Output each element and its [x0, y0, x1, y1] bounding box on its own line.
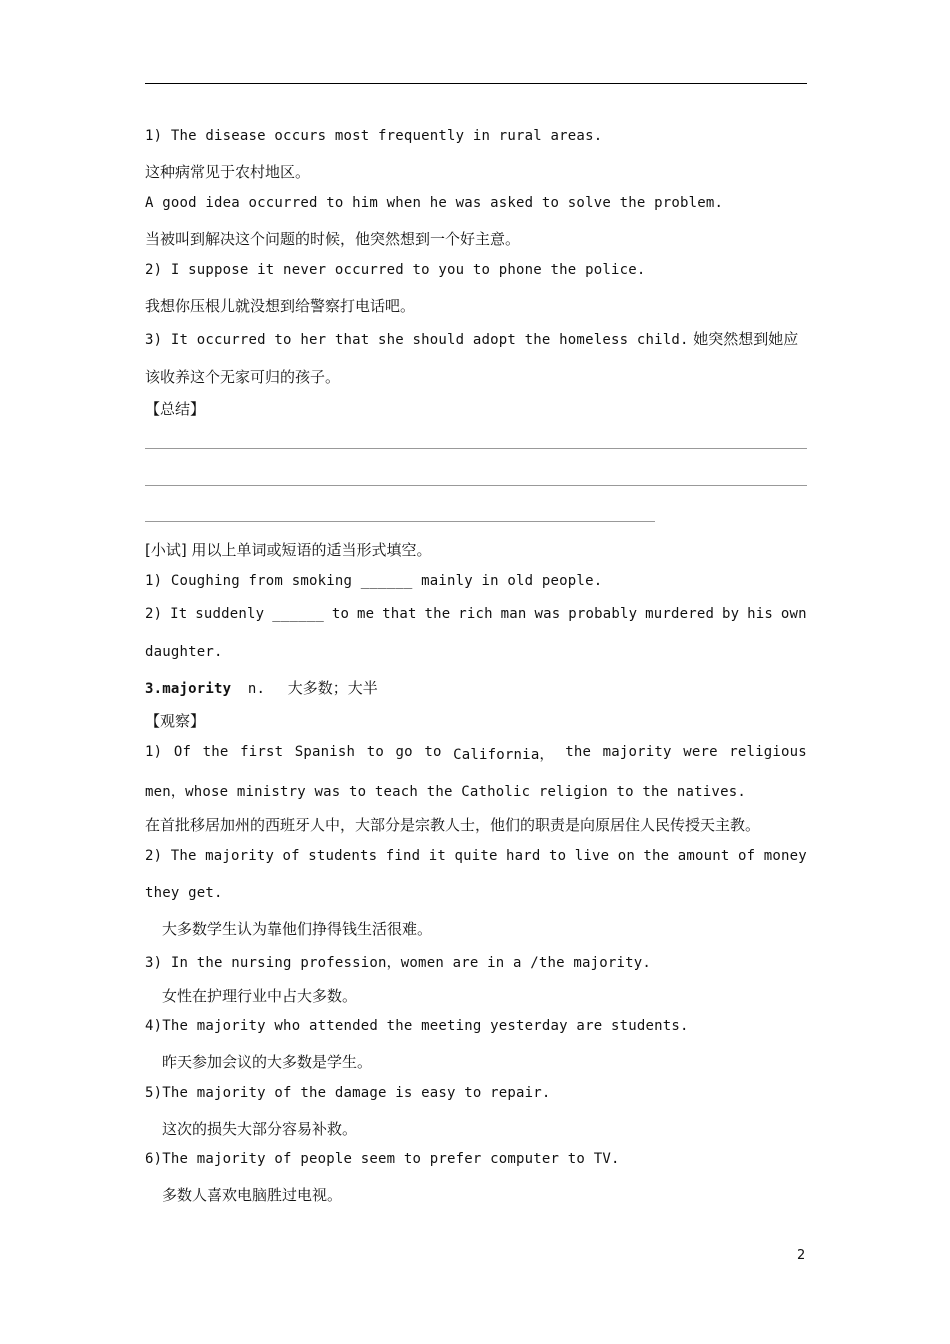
majority-example-2-cn: 大多数学生认为靠他们挣得钱生活很难。: [162, 920, 433, 938]
word: murdered: [645, 606, 715, 622]
example-2-en: 2) I suppose it never occurred to you to phone the police.: [145, 262, 646, 278]
example-3-cn-start: 她突然想到她应: [693, 330, 799, 348]
word: suddenly: [195, 606, 265, 622]
word: the: [202, 744, 229, 760]
example-1b-en: A good idea occurred to him when he was asked to solve the problem.: [145, 195, 724, 211]
word: of: [738, 848, 756, 864]
page-number: 2: [797, 1248, 806, 1263]
example-2-cn: 我想你压根儿就没想到给警察打电话吧。: [145, 297, 416, 315]
majority-example-6-en: 6)The majority of people seem to prefer computer to TV.: [145, 1151, 620, 1167]
meaning: 大多数；大半: [287, 679, 378, 697]
word: on: [617, 848, 635, 864]
word: majority: [205, 848, 275, 864]
word: was: [534, 606, 561, 622]
majority-example-5-en: 5)The majority of the damage is easy to repair.: [145, 1085, 551, 1101]
example-3-line: [145, 328, 798, 349]
word: first: [240, 744, 284, 760]
word: own: [780, 606, 807, 622]
word: were: [683, 744, 718, 760]
word: find: [385, 848, 421, 864]
word: amount: [677, 848, 730, 864]
example-3-en: 3) It occurred to her that she should adopt the homeless child.: [145, 332, 689, 348]
word: probably: [568, 606, 638, 622]
word: to: [366, 744, 384, 760]
word: hard: [506, 848, 541, 864]
word: his: [747, 606, 774, 622]
majority-example-4-cn: 昨天参加会议的大多数是学生。: [162, 1053, 373, 1071]
summary-blank-line-2[interactable]: [145, 485, 807, 486]
quiz-question-2-cont: daughter.: [145, 644, 223, 660]
entry-heading: [145, 677, 378, 698]
word: rich: [458, 606, 493, 622]
word: quite: [454, 848, 498, 864]
word: Spanish: [294, 744, 356, 760]
word: man: [500, 606, 527, 622]
word: the: [565, 744, 592, 760]
example-1-cn: 这种病常见于农村地区。: [145, 163, 311, 181]
majority-example-4-en: 4)The majority who attended the meeting yesterday are students.: [145, 1018, 689, 1034]
word: the: [424, 606, 451, 622]
headword: 3.majority: [145, 681, 232, 697]
word: to: [331, 606, 350, 622]
majority-example-1-cont: men，whose ministry was to teach the Catholic religion to the natives.: [145, 784, 746, 800]
word: me: [356, 606, 375, 622]
word: 2): [145, 606, 163, 622]
observe-heading: 【观察】: [145, 712, 206, 730]
majority-example-5-cn: 这次的损失大部分容易补救。: [162, 1120, 358, 1138]
word: The: [170, 848, 197, 864]
word: to: [549, 848, 567, 864]
summary-heading: 【总结】: [145, 400, 206, 418]
word: students: [308, 848, 378, 864]
word: of: [282, 848, 300, 864]
word: live: [574, 848, 610, 864]
summary-blank-line-3[interactable]: [145, 521, 655, 522]
word: it: [428, 848, 446, 864]
answer-blank: ______: [272, 606, 324, 622]
word: It: [170, 606, 188, 622]
word: 2): [145, 848, 163, 864]
majority-example-3-en: 3) In the nursing profession，women are in a /the majority.: [145, 955, 652, 971]
word: to: [424, 744, 442, 760]
example-3-cn-end: 该收养这个无家可归的孩子。: [145, 368, 341, 386]
word: Of: [173, 744, 192, 760]
word: majority: [602, 744, 672, 760]
word: money: [763, 848, 807, 864]
quiz-question-2: [145, 606, 807, 622]
example-1b-cn: 当被叫到解决这个问题的时候，他突然想到一个好主意。: [145, 230, 521, 248]
majority-example-2: [145, 848, 807, 864]
majority-example-1-cn: 在首批移居加州的西班牙人中，大部分是宗教人士，他们的职责是向原居住人民传授天主教。: [145, 816, 761, 834]
word: that: [382, 606, 417, 622]
summary-blank-line-1[interactable]: [145, 448, 807, 449]
word: go: [395, 744, 413, 760]
majority-example-6-cn: 多数人喜欢电脑胜过电视。: [162, 1186, 343, 1204]
example-1-en: 1) The disease occurs most frequently in rural areas.: [145, 128, 603, 144]
word: 1): [145, 744, 163, 760]
word: by: [722, 606, 740, 622]
quiz-question-1: 1) Coughing from smoking ______ mainly in old people.: [145, 573, 603, 589]
header-rule: [145, 83, 807, 84]
word: California，: [453, 747, 554, 763]
majority-example-2-cont: they get.: [145, 885, 223, 901]
word: the: [643, 848, 670, 864]
word: religious: [729, 744, 807, 760]
majority-example-3-cn: 女性在护理行业中占大多数。: [162, 987, 358, 1005]
part-of-speech: n.: [247, 681, 266, 697]
majority-example-1: [145, 744, 807, 764]
quiz-heading: [小试] 用以上单词或短语的适当形式填空。: [145, 541, 432, 559]
